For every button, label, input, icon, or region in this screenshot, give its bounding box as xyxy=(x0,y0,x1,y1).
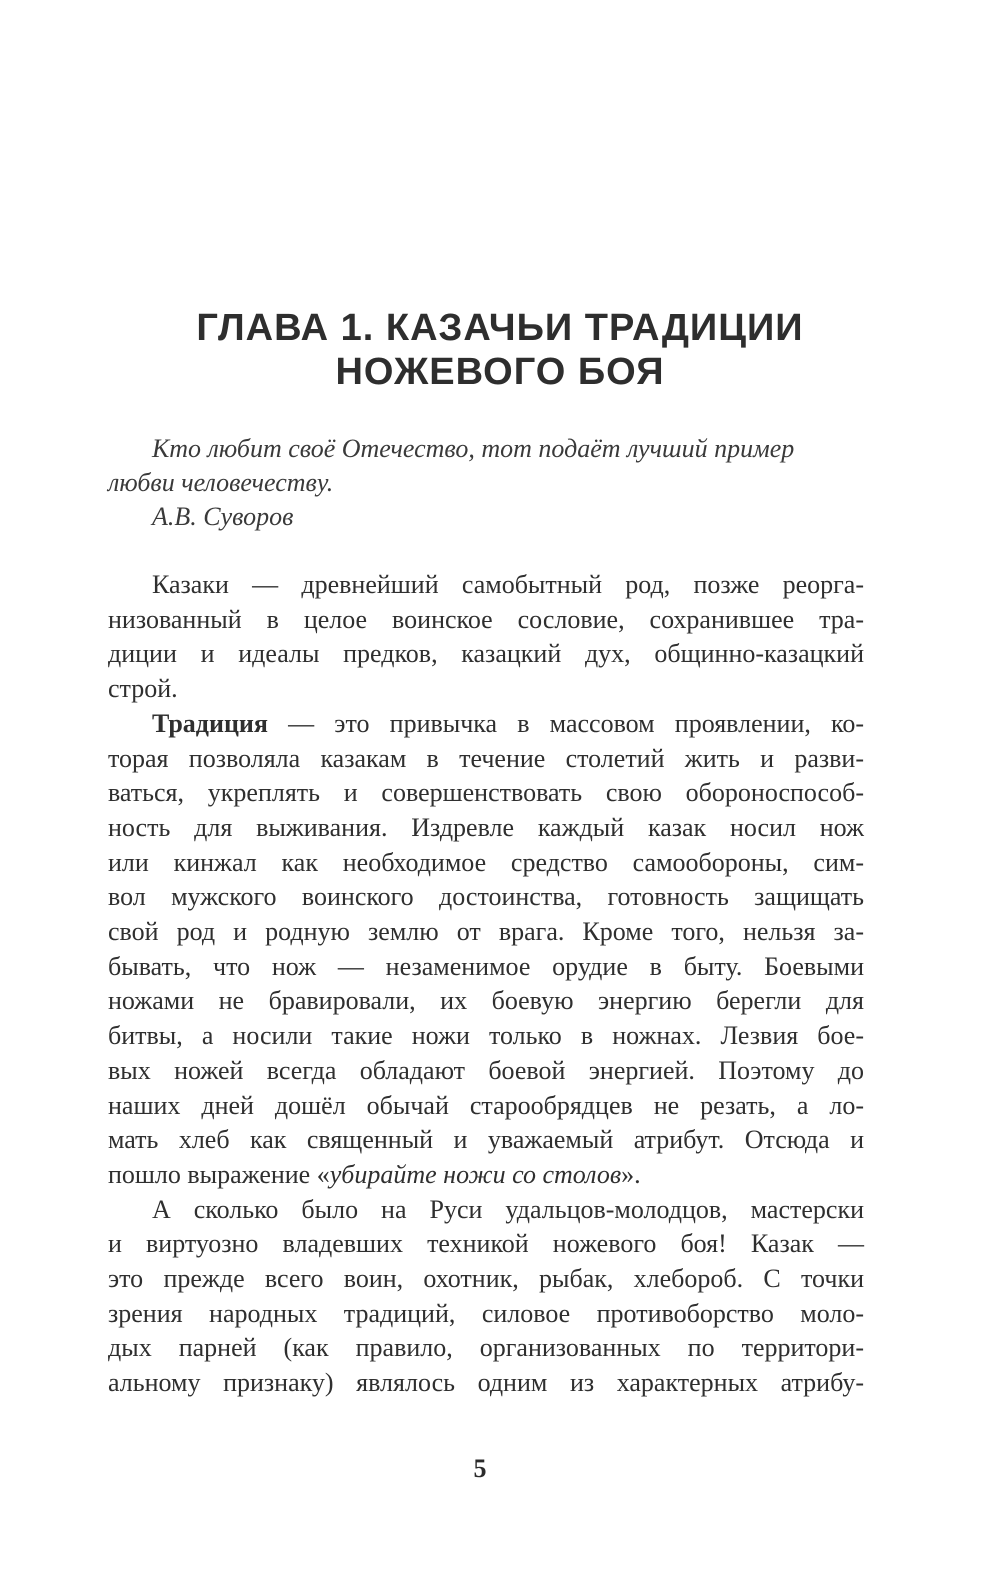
text-line: наших дней дошёл обычай старообрядцев не резать, а ло- xyxy=(108,1090,864,1120)
text-line: ножами не бравировали, их боевую энергию берегли для xyxy=(108,986,864,1016)
chapter-title-line-2: НОЖЕВОГО БОЯ xyxy=(335,351,665,393)
epigraph-author: А.В. Суворов xyxy=(152,502,294,531)
body-text xyxy=(108,568,864,1401)
epigraph xyxy=(108,432,868,534)
text-line: битвы, а носили такие ножи только в ножнах. Лезвия бое- xyxy=(108,1021,864,1051)
text-line xyxy=(108,1158,864,1193)
text-line: альному признаку) являлось одним из характерных атрибу- xyxy=(108,1368,864,1398)
text-line: мать хлеб как священный и уважаемый атрибут. Отсюда и xyxy=(108,1125,864,1155)
text-line: ность для выживания. Издревле каждый казак носил нож xyxy=(108,812,864,842)
text-line: диции и идеалы предков, казацкий дух, общинно-казацкий xyxy=(108,639,864,669)
text-fragment: ». xyxy=(621,1159,641,1189)
text-line: вол мужского воинского достоинства, готовность защищать xyxy=(108,882,864,912)
epigraph-line: любви человечеству. xyxy=(108,468,334,497)
text-line: строй. xyxy=(108,674,178,704)
text-line: или кинжал как необходимое средство самообороны, сим- xyxy=(108,847,864,877)
text-line: вых ножей всегда обладают боевой энергией. Поэтому до xyxy=(108,1055,864,1085)
text-fragment: — это привычка в массовом проявлении, ко- xyxy=(267,708,864,738)
text-line: и виртуозно владевших техникой ножевого боя! Казак — xyxy=(108,1229,864,1259)
text-line xyxy=(108,707,864,742)
term-tradition: Традиция xyxy=(152,708,268,738)
chapter-title-line-1: ГЛАВА 1. КАЗАЧЬИ ТРАДИЦИИ xyxy=(196,307,804,349)
text-line: низованный в целое воинское сословие, сохранившее тра- xyxy=(108,604,864,634)
text-line: бывать, что нож — незаменимое орудие в быту. Боевыми xyxy=(108,951,864,981)
quoted-phrase: убирайте ножи со столов xyxy=(329,1159,622,1189)
text-line: это прежде всего воин, охотник, рыбак, хлебороб. С точки xyxy=(108,1264,864,1294)
text-line: торая позволяла казакам в течение столетий жить и разви- xyxy=(108,743,864,773)
text-fragment: пошло выражение « xyxy=(108,1159,330,1189)
page-number: 5 xyxy=(473,1454,487,1483)
text-line: Казаки — древнейший самобытный род, позже реорга- xyxy=(152,570,864,599)
text-line: дых парней (как правило, организованных по территори- xyxy=(108,1333,864,1363)
text-line: свой род и родную землю от врага. Кроме того, нельзя за- xyxy=(108,917,864,947)
text-line: ваться, укреплять и совершенствовать свою обороноспособ- xyxy=(108,778,864,808)
text-line: зрения народных традиций, силовое противоборство моло- xyxy=(108,1298,864,1328)
text-line: А сколько было на Руси удальцов-молодцов, мастерски xyxy=(152,1194,864,1224)
epigraph-line: Кто любит своё Отечество, тот подаёт лучший пример xyxy=(152,434,795,463)
